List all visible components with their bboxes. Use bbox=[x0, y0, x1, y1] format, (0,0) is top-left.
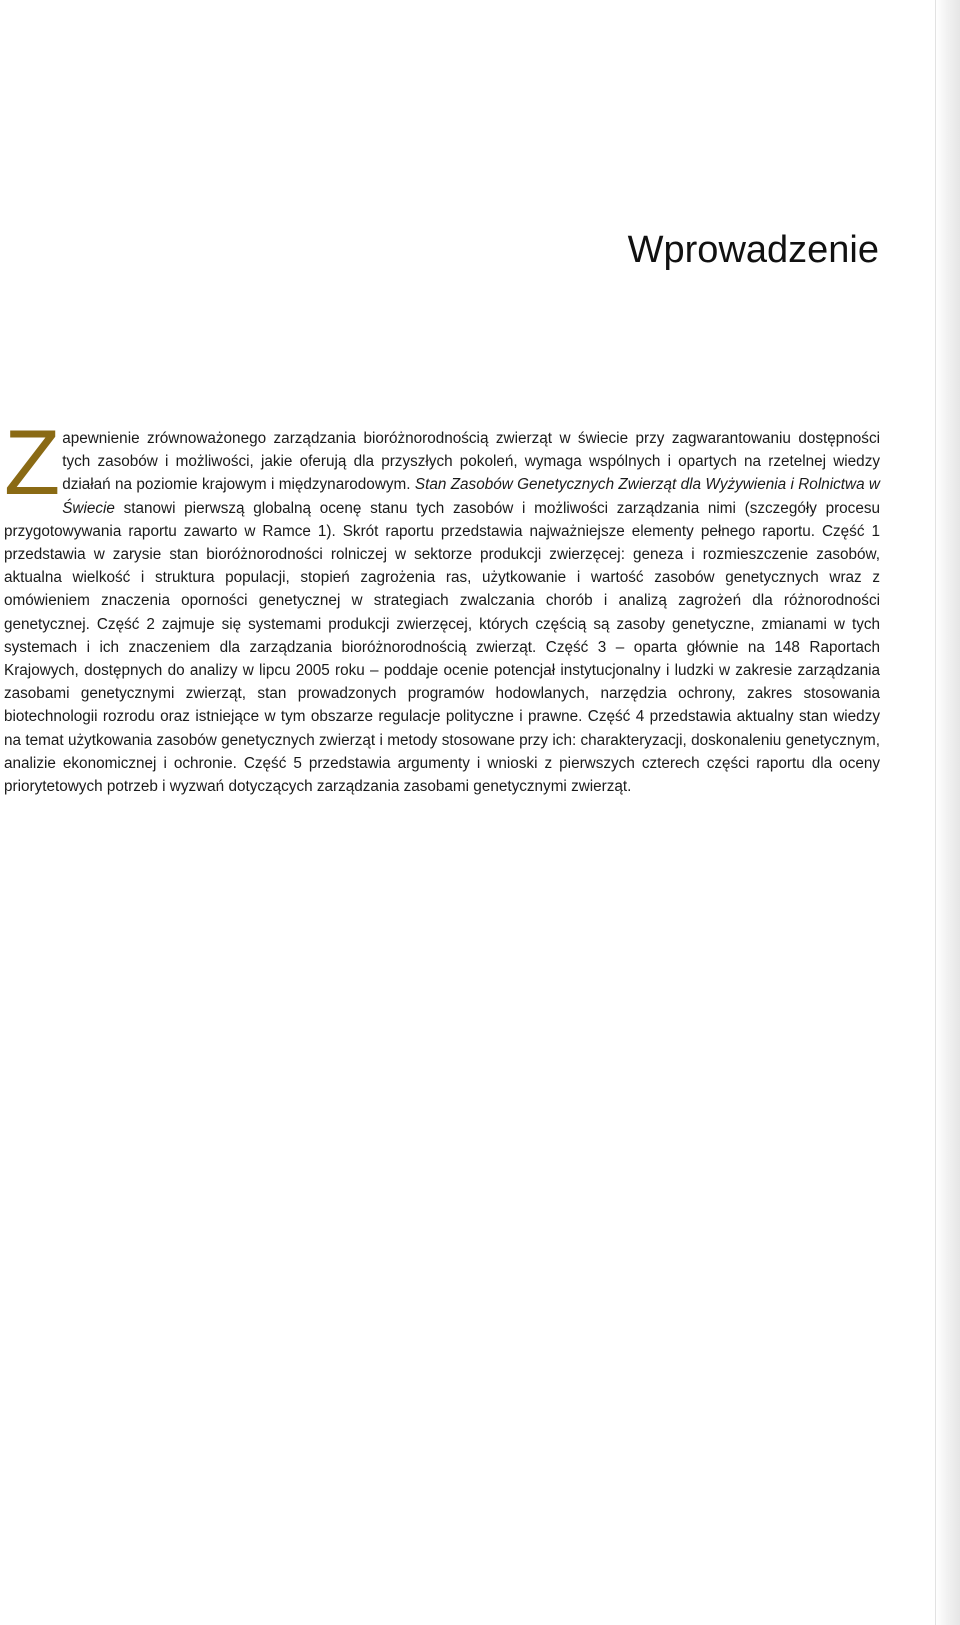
drop-cap: Z bbox=[4, 412, 61, 514]
intro-text-2: stanowi pierwszą globalną ocenę stanu tych zasobów i możliwości zarządzania nimi (szczegóły procesu przygotowywania raportu zawarto w Ramce 1). Skrót raportu przedstawia najważniejsze elementy pełnego raportu. Część 1 przedstawia w zarysie stan bioróżnorodności rolniczej w sektorze produkcji zwierzęcej: geneza i rozmieszczenie zasobów, aktualna wielkość i struktura populacji, stopień zagrożenia ras, użytkowanie i wartość zasobów genetycznych wraz z omówieniem znaczenia oporności genetycznej w strategiach zwalczania chorób i analizą zagrożeń dla różnorodności genetycznej. Część 2 zajmuje się systemami produkcji zwierzęcej, których częścią są zasoby genetyczne, zmianami w tych systemach i ich znaczeniem dla zarządzania bioróżnorodnością zwierząt. Część 3 – oparta głównie na 148 Raportach Krajowych, dostępnych do analizy w lipcu 2005 roku – poddaje ocenie potencjał instytucjonalny i ludzki w zakresie zarządzania zasobami genetycznymi zwierząt, stan prowadzonych programów hodowlanych, narzędzia ochrony, zakres stosowania biotechnologii rozrodu oraz istniejące w tym obszarze regulacje polityczne i prawne. Część 4 przedstawia aktualny stan wiedzy na temat użytkowania zasobów genetycznych zwierząt i metody stosowane przy ich: charakteryzacji, doskonaleniu genetycznym, analizie ekonomicznej i ochronie. Część 5 przedstawia argumenty i wnioski z pierwszych czterech części raportu dla oceny priorytetowych potrzeb i wyzwań dotyczących zarządzania zasobami genetycznymi zwierząt. bbox=[4, 499, 880, 796]
page-title: Wprowadzenie bbox=[627, 229, 879, 271]
page-edge bbox=[935, 0, 960, 1625]
intro-paragraph bbox=[4, 412, 880, 798]
report-title: Stan Zasobów Genetycznych Zwierząt dla Wyżywienia i Rolnictwa w Świecie bbox=[62, 476, 880, 517]
intro-text-1: apewnienie zrównoważonego zarządzania bioróżnorodnością zwierząt w świecie przy zagwarantowaniu dostępności tych zasobów i możliwości, jakie oferują dla przyszłych pokoleń, wymaga wspólnych i opartych na rzetelnej wiedzy działań na poziomie krajowym i międzynarodowym. bbox=[62, 430, 880, 494]
